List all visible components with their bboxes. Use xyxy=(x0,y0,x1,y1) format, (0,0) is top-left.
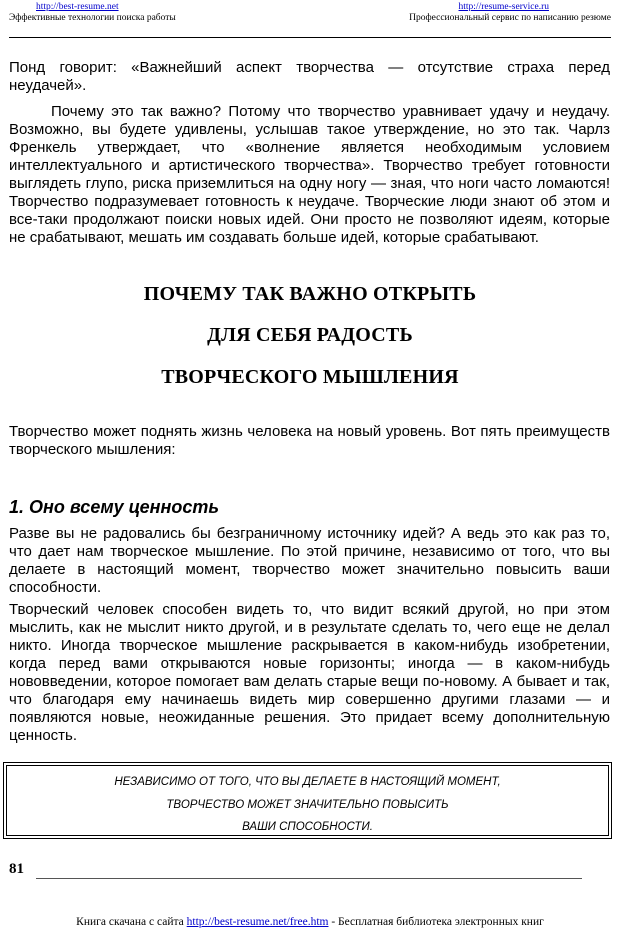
page-footer xyxy=(0,915,620,929)
header-left-link[interactable]: http://best-resume.net xyxy=(36,2,119,12)
callout-line-3: ВАШИ СПОСОБНОСТИ. xyxy=(242,821,373,833)
footer-prefix: Книга скачана с сайта xyxy=(76,916,187,928)
callout-box-inner xyxy=(6,765,609,836)
footer-link[interactable]: http://best-resume.net/free.htm xyxy=(186,916,329,928)
paragraph-3: Творчество может поднять жизнь человека на новый уровень. Вот пять преимуществ творческого мышления: xyxy=(9,423,610,458)
footer-suffix: - Бесплатная библиотека электронных книг xyxy=(328,916,544,928)
callout-line-1: НЕЗАВИСИМО ОТ ТОГО, ЧТО ВЫ ДЕЛАЕТЕ В НАСТОЯЩИЙ МОМЕНТ, xyxy=(114,776,501,788)
header-left-text: Эффективные технологии поиска работы xyxy=(9,13,176,23)
section-heading-line-3: ТВОРЧЕСКОГО МЫШЛЕНИЯ xyxy=(161,366,459,388)
subheading: 1. Оно всему ценность xyxy=(9,497,220,517)
callout-box xyxy=(3,762,612,839)
header-right-text: Профессиональный сервис по написанию резюме xyxy=(409,13,611,23)
header-rule xyxy=(9,37,611,38)
page-number: 81 xyxy=(9,861,24,877)
paragraph-5: Творческий человек способен видеть то, что видит всякий другой, но при этом мыслить, как не мыслит никто другой, и в результате сделать то, чего еще не делал никто. Иногда творческое мышление раскрывается в каком-нибудь изобретении, когда перед вами открываются новые горизонты; иногда — в каком-нибудь нововведении, которое помогает вам делать старые вещи по-новому. А бывает и так, что благодаря ему начинаешь видеть мир совершенно другими глазами — и появляются новые, неожиданные решения. Это придает всему дополнительную ценность. xyxy=(9,601,610,744)
section-heading-line-2: ДЛЯ СЕБЯ РАДОСТЬ xyxy=(207,324,413,346)
header-right-link[interactable]: http://resume-service.ru xyxy=(458,2,549,12)
section-heading-line-1: ПОЧЕМУ ТАК ВАЖНО ОТКРЫТЬ xyxy=(143,283,477,305)
footer-rule xyxy=(36,878,582,879)
paragraph-4: Разве вы не радовались бы безграничному источнику идей? А ведь это как раз то, что дает нам творческое мышление. По этой причине, независимо от того, что вы делаете в настоящий момент, творчество может значительно повысить ваши способности. xyxy=(9,525,610,596)
callout-line-2: ТВОРЧЕСТВО МОЖЕТ ЗНАЧИТЕЛЬНО ПОВЫСИТЬ xyxy=(166,799,449,811)
paragraph-2: Почему это так важно? Потому что творчество уравнивает удачу и неудачу. Возможно, вы будете удивлены, услышав такое утверждение, но это так. Чарлз Френкель утверждает, что «волнение является необходимым условием интеллектуального и артистического творчества». Творчество требует готовности выглядеть глупо, риска приземлиться на одну ногу — зная, что ноги часто ломаются! Творчество подразумевает готовность к неудаче. Творческие люди знают об этом и все-таки продолжают поиски новых идей. Они просто не позволяют идеям, которые не срабатывают, мешать им создавать больше идей, которые срабатывают. xyxy=(9,103,610,246)
paragraph-1: Понд говорит: «Важнейший аспект творчества — отсутствие страха перед неудачей». xyxy=(9,59,610,94)
